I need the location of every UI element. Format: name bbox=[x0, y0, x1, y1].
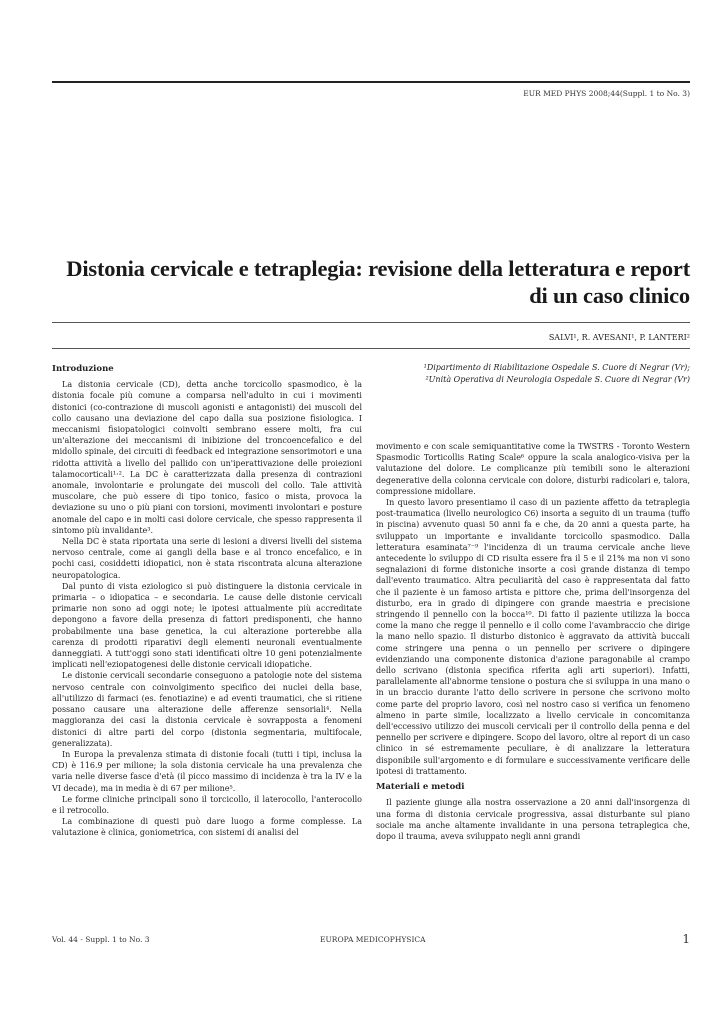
intro-paragraph: La combinazione di questi può dare luogo a forme complesse. La valutazione è clinica, goniometrica, con sistemi di analisi del bbox=[52, 817, 362, 838]
intro-paragraph: Le forme cliniche principali sono il torcicollo, il laterocollo, l'anterocollo e il retrocollo. bbox=[52, 794, 362, 815]
header-rule bbox=[52, 81, 690, 83]
intro-paragraph: Dal punto di vista eziologico si può distinguere la distonia cervicale in primaria – o idiopatica – e secondaria. Le cause delle distonie cervicali primarie non sono ad oggi note; le ipotesi attualmente più accreditate depongono a favore della presenza di fattori predisponenti, che hanno probabilmente una base genetica, la cui alterazione porterebbe alla carenza di prodotti riparativi degli elementi neuronali eventualmente danneggiati. A tutt'oggi sono stati identificati oltre 10 geni potenzialmente implicati nell'eziopatogenesi delle distonie cervicali idiopatiche. bbox=[52, 581, 362, 670]
authors: SALVI¹, R. AVESANI¹, P. LANTERI² bbox=[548, 333, 690, 342]
footer-journal: EUROPA MEDICOPHYSICA bbox=[320, 935, 426, 944]
intro-heading: Introduzione bbox=[52, 364, 114, 374]
methods-paragraph: Il paziente giunge alla nostra osservazione a 20 anni dall'insorgenza di una forma di distonia cervicale progressiva, assai disturbante sul piano sociale ma anche altamente invalidante in una persona tetraplegica che, dopo il trauma, aveva sviluppato negli anni grandi bbox=[376, 798, 690, 841]
left-column bbox=[52, 364, 362, 839]
journal-reference: EUR MED PHYS 2008;44(Suppl. 1 to No. 3) bbox=[523, 89, 690, 98]
intro-paragraph: Le distonie cervicali secondarie conseguono a patologie note del sistema nervoso centrale con coinvolgimento specifico dei nuclei della base, all'utilizzo di farmaci (es. fenotiazine) e ad eventi traumatici, che si ritiene possano causare una alterazione delle afferenze sensoriali⁴. Nella maggioranza dei casi la distonia cervicale è sovrapposta a fenomeni distonici di altre parti del corpo (distonia segmentaria, multifocale, generalizzata). bbox=[52, 671, 362, 748]
affiliation-2: ²Unità Operativa di Neurologia Ospedale S. Cuore di Negrar (Vr) bbox=[425, 375, 690, 384]
article-title: Distonia cervicale e tetraplegia: revisione della letteratura e report di un caso clinico bbox=[66, 256, 690, 308]
intro-paragraph: In Europa la prevalenza stimata di distonie focali (tutti i tipi, inclusa la CD) è 116.9 per milione; la sola distonia cervicale ha una prevalenza che varia nelle diverse fasce d'età (il picco massimo di incidenza è tra la IV e la VI decade), ma in media è di 67 per milione⁵. bbox=[52, 749, 362, 793]
page-number: 1 bbox=[682, 932, 690, 946]
right-column bbox=[376, 441, 690, 842]
title-rule bbox=[52, 322, 690, 323]
affiliations bbox=[424, 362, 690, 386]
authors-rule bbox=[52, 348, 690, 349]
body-paragraph: In questo lavoro presentiamo il caso di un paziente affetto da tetraplegia post-traumatica (livello neurologico C6) insorta a seguito di un trauma (tuffo in piscina) avvenuto quasi 50 anni fa e che, da 20 anni a questa parte, ha sviluppato un importante e invalidante torcicollo spasmodico. Dalla letteratura esaminata⁷⁻⁹ l'incidenza di un trauma cervicale anche lieve antecedente lo sviluppo di CD risulta essere fra il 5 e il 21% ma non vi sono segnalazioni di forme distoniche insorte a così grande distanza di tempo dall'evento traumatico. Altra peculiarità del caso è rappresentata dal fatto che il paziente è un famoso artista e pittore che, prima dell'insorgenza del disturbo, era in grado di dipingere con grande maestria e precisione stringendo il pennello con la bocca¹⁰. Di fatto il paziente utilizza la bocca come la mano che regge il pennello e il collo come l'avambraccio che dirige la mano nello spazio. Il disturbo distonico è aggravato da attività buccali come stringere una penna o un pennello per scrivere o dipingere evidenziando una componente distonica d'azione paragonabile al crampo dello scrivano (distonia specifica riferita agli arti superiori). Infatti, parallelamente all'abnorme tensione o postura che si sviluppa in una mano o in un braccio durante l'atto dello scrivere in persone che scrivono molto come parte del proprio lavoro, così nel nostro caso si verifica un fenomeno almeno in parte simile, localizzato a livello cervicale in concomitanza dell'eccessivo utilizzo dei muscoli cervicali per il controllo della penna e del pennello per scrivere e dipingere. Scopo del lavoro, oltre al report di un caso clinico in sé estremamente peculiare, è di analizzare la letteratura disponibile sull'argomento e di formulare e successivamente verificare delle ipotesi di trattamento. bbox=[376, 498, 690, 776]
affiliation-1: ¹Dipartimento di Riabilitazione Ospedale S. Cuore di Negrar (Vr); bbox=[423, 363, 690, 372]
body-paragraph: movimento e con scale semiquantitative come la TWSTRS - Toronto Western Spasmodic Torticollis Rating Scale⁶ oppure la scala analogico-visiva per la valutazione del dolore. Le complicanze più temibili sono le alterazioni degenerative della colonna cervicale con dolore, disturbi radicolari e, talora, compressione midollare. bbox=[376, 442, 690, 496]
footer-volume: Vol. 44 - Suppl. 1 to No. 3 bbox=[52, 935, 150, 944]
methods-heading: Materiali e metodi bbox=[376, 782, 465, 793]
intro-paragraph: La distonia cervicale (CD), detta anche torcicollo spasmodico, è la distonia focale più comune a comparsa nell'adulto in cui i movimenti distonici (co-contrazione di muscoli agonisti e antagonisti) dei muscoli del collo causano una deviazione del capo dalla sua posizione fisiologica. I meccanismi fisiopatologici coinvolti sembrano essere molti, fra cui un'alterazione dei meccanismi di inibizione del troncoencefalico e del midollo spinale, dei circuiti di feedback ed integrazione sensorimotori e una ridotta attività a livello del pallido con un'iperattivazione delle proiezioni talamocorticali¹·². La DC è caratterizzata dalla presenza di contrazioni anomale, involontarie e prolungate dei muscoli del collo. Tale attività muscolare, che può essere di tipo tonico, fasico o mista, provoca la deviazione su uno o più piani con torsioni, movimenti involontari e posture anomale del capo e in molti casi dolore cervicale, che spesso rappresenta il sintomo più invalidante³. bbox=[52, 380, 362, 535]
intro-paragraph: Nella DC è stata riportata una serie di lesioni a diversi livelli del sistema nervoso centrale, come ai gangli della base e al tronco encefalico, e in pochi casi, cosiddetti idiopatici, non è stata riscontrata alcuna alterazione neuropatologica. bbox=[52, 537, 362, 580]
